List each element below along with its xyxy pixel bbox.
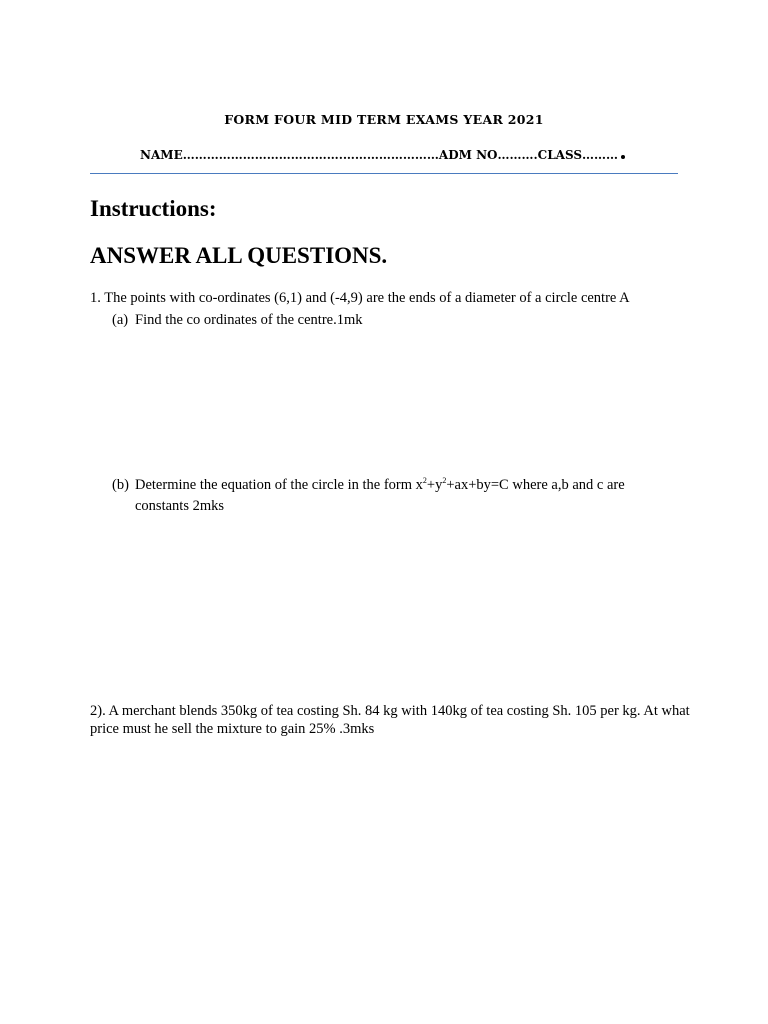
question-1b-label: (b): [112, 477, 129, 493]
exam-title: FORM FOUR MID TERM EXAMS YEAR 2021: [224, 112, 544, 127]
question-2: 2). A merchant blends 350kg of tea costing Sh. 84 kg with 140kg of tea costing Sh. 105 per kg. At what price must he sell the mixture to gain 25% .3mks: [90, 703, 690, 737]
answer-all-heading: ANSWER ALL QUESTIONS.: [90, 243, 388, 268]
question-1a-label: (a): [112, 312, 129, 328]
question-1b-text: [135, 475, 672, 517]
question-1-stem: 1. The points with co-ordinates (6,1) and (-4,9) are the ends of a diameter of a circle centre A: [90, 290, 630, 306]
instructions-heading: Instructions:: [90, 196, 217, 221]
question-1b: [112, 475, 672, 517]
question-1a: [112, 310, 672, 331]
exponent: 2: [442, 476, 447, 486]
question-1b-text-part: +y: [426, 477, 443, 493]
question-1a-text: Find the co ordinates of the centre.1mk: [135, 312, 363, 328]
header-divider: [90, 173, 678, 174]
question-1b-text-part: Determine the equation of the circle in the form x: [135, 477, 423, 493]
name-adm-class-line: [140, 148, 640, 162]
bullet-dot-icon: [621, 155, 625, 159]
exponent: 2: [422, 476, 427, 486]
question-1b-text-part: +ax+by=C where a,b and c are constants 2mks: [135, 477, 625, 514]
name-adm-class-text: NAME………………………………….……………………ADM NO……….CLASS………: [140, 148, 619, 162]
